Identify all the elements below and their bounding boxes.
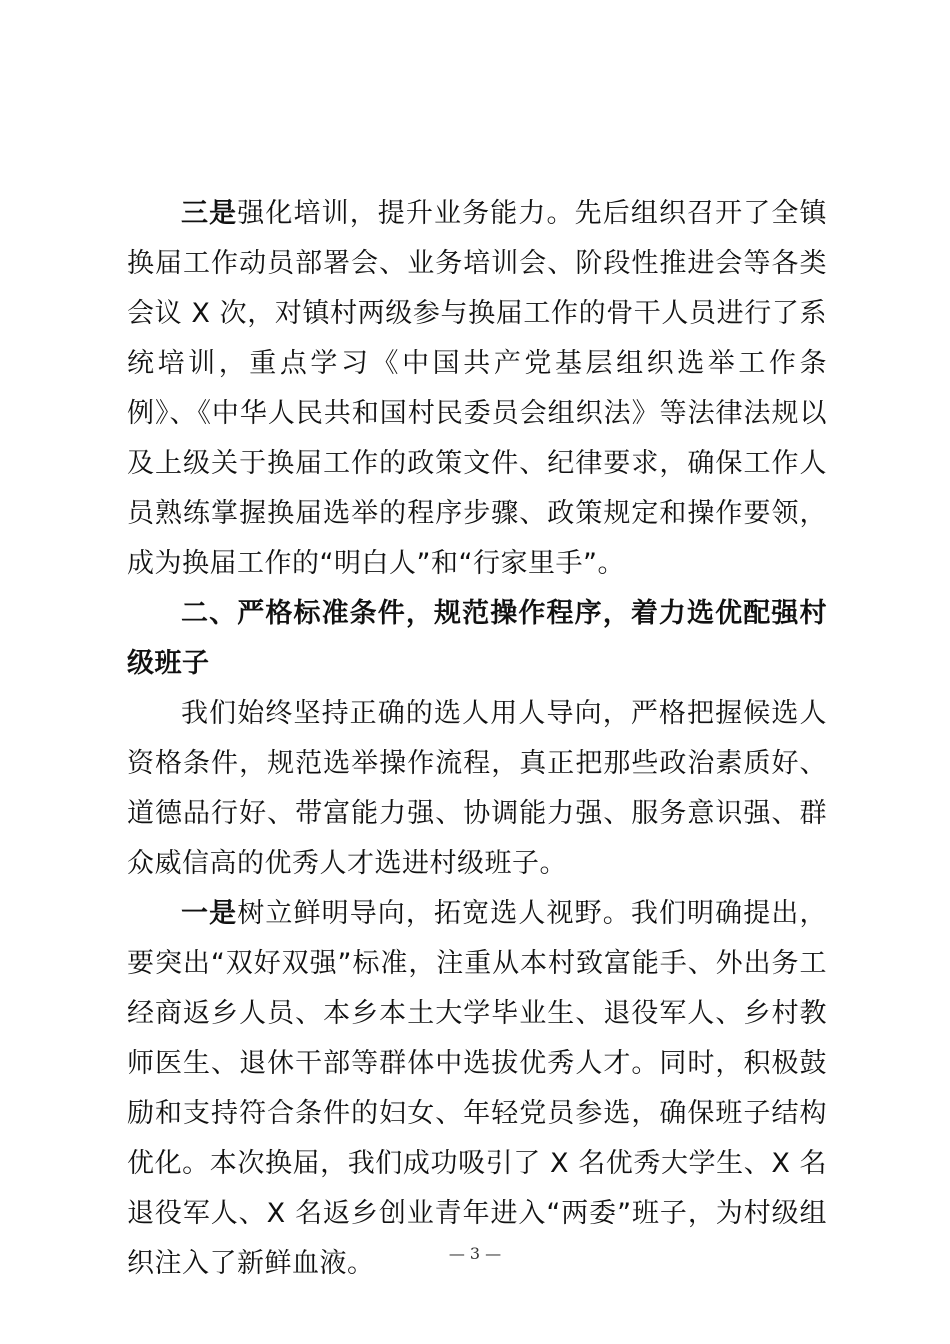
paragraph-text: 树立鲜明导向，拓宽选人视野。我们明确提出，要突出“双好双强”标准，注重从本村致富能手、外出务工经商返乡人员、本乡本土大学毕业生、退役军人、乡村教师医生、退休干部等群体中选拔优秀人才。同时，积极鼓励和支持符合条件的妇女、年轻党员参选，确保班子结构优化。本次换届，我们成功吸引了 X 名优秀大学生、X 名退役军人、X 名返乡创业青年进入“两委”班子，为村级组织注入了新鲜血液。 xyxy=(127,898,828,1279)
paragraph-guidance xyxy=(127,889,827,1289)
section-heading: 二、严格标准条件，规范操作程序，着力选优配强村级班子 xyxy=(127,598,827,679)
page-number: — 3 — xyxy=(448,1244,502,1263)
document-body xyxy=(127,189,827,1289)
paragraph-lead: 三是 xyxy=(181,198,238,229)
paragraph-training xyxy=(127,189,827,589)
paragraph-intro: 我们始终坚持正确的选人用人导向，严格把握候选人资格条件，规范选举操作流程，真正把那些政治素质好、道德品行好、带富能力强、协调能力强、服务意识强、群众威信高的优秀人才选进村级班子。 xyxy=(127,698,827,879)
paragraph-text: 强化培训，提升业务能力。先后组织召开了全镇换届工作动员部署会、业务培训会、阶段性推进会等各类会议 X 次，对镇村两级参与换届工作的骨干人员进行了系统培训，重点学习《中国共产党基层组织选举工作条例》、《中华人民共和国村民委员会组织法》等法律法规以及上级关于换届工作的政策文件、纪律要求，确保工作人员熟练掌握换届选举的程序步骤、政策规定和操作要领，成为换届工作的“明白人”和“行家里手”。 xyxy=(127,198,828,579)
paragraph-lead: 一是 xyxy=(181,898,238,929)
